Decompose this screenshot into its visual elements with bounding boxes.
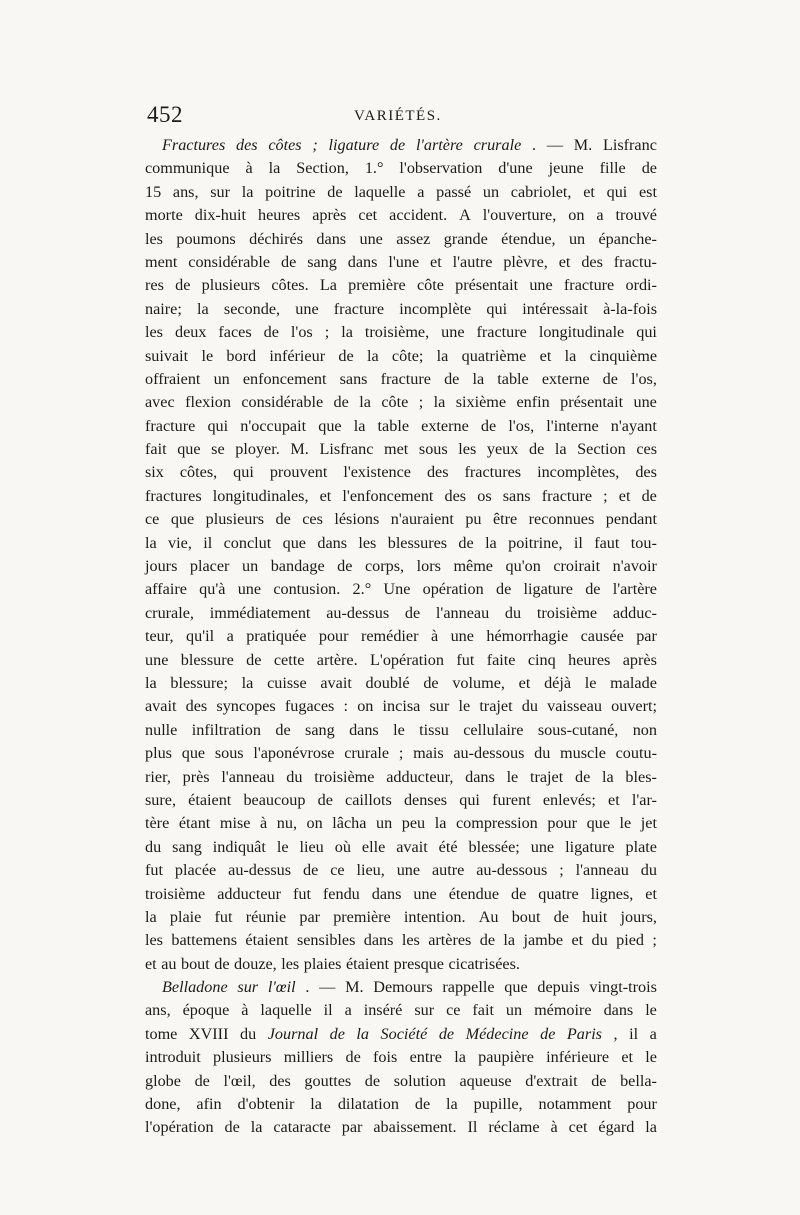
- text-line: nulle infiltration de sang dans le tissu cellulaire sous-cutané, non: [145, 720, 657, 739]
- text-line: naire; la seconde, une fracture incomplète qui intéressait à-la-fois: [145, 299, 657, 318]
- text-line: Fractures des côtes ; ligature de l'artère crurale . — M. Lisfranc: [162, 136, 657, 154]
- text-line: plus que sous l'aponévrose crurale ; mais au-dessous du muscle coutu-: [145, 744, 657, 763]
- text-line: fracture qui n'occupait que la table externe de l'os, l'interne n'ayant: [145, 416, 657, 435]
- text-line: 15 ans, sur la poitrine de laquelle a passé un cabriolet, et qui est: [145, 182, 657, 201]
- text-line: la plaie fut réunie par première intention. Au bout de huit jours,: [145, 907, 657, 926]
- text-line: crurale, immédiatement au-dessus de l'anneau du troisième adduc-: [145, 603, 657, 622]
- text-line: et au bout de douze, les plaies étaient presque cicatrisées.: [145, 954, 520, 973]
- text-line: avait des syncopes fugaces : on incisa sur le trajet du vaisseau ouvert;: [145, 697, 657, 716]
- text-line: tome XVIII du Journal de la Société de Médecine de Paris , il a: [145, 1024, 657, 1043]
- text-line: fractures longitudinales, et l'enfoncement des os sans fracture ; et de: [145, 486, 657, 505]
- text-line: une blessure de cette artère. L'opération fut faite cinq heures après: [145, 650, 657, 669]
- text-line: done, afin d'obtenir la dilatation de la pupille, notamment pour: [145, 1095, 657, 1114]
- text-line: la blessure; la cuisse avait doublé de volume, et déjà le malade: [145, 673, 657, 692]
- page-number: 452: [147, 102, 183, 127]
- text-line: Belladone sur l'œil . — M. Demours rappelle que depuis vingt-trois: [162, 978, 657, 997]
- text-line: affaire qu'à une contusion. 2.° Une opération de ligature de l'artère: [145, 580, 657, 599]
- text-line: les poumons déchirés dans une assez grande étendue, un épanche-: [145, 229, 657, 248]
- text-line: sure, étaient beaucoup de caillots denses qui furent enlevés; et l'ar-: [145, 790, 657, 809]
- body-text: [145, 134, 657, 1140]
- text-line: tère étant mise à nu, on lâcha un peu la compression pour que le jet: [145, 814, 657, 833]
- text-line: res de plusieurs côtes. La première côte présentait une fracture ordi-: [145, 276, 657, 295]
- text-line: du sang indiquât le lieu où elle avait été blessée; une ligature plate: [145, 837, 657, 856]
- text-line: morte dix-huit heures après cet accident. A l'ouverture, on a trouvé: [145, 206, 657, 225]
- text-line: fut placée au-dessus de ce lieu, une autre au-dessous ; l'anneau du: [145, 861, 657, 880]
- text-line: six côtes, qui prouvent l'existence des fractures incomplètes, des: [145, 463, 657, 482]
- text-line: introduit plusieurs milliers de fois entre la paupière inférieure et le: [145, 1048, 657, 1067]
- text-line: l'opération de la cataracte par abaissement. Il réclame à cet égard la: [145, 1118, 657, 1137]
- text-line: ans, époque à laquelle il a inséré sur ce fait un mémoire dans le: [145, 1001, 657, 1020]
- text-line: communique à la Section, 1.° l'observation d'une jeune fille de: [145, 159, 657, 178]
- text-line: globe de l'œil, des gouttes de solution aqueuse d'extrait de bella-: [145, 1071, 657, 1090]
- running-head: VARIÉTÉS.: [354, 108, 442, 124]
- text-line: teur, qu'il a pratiquée pour remédier à une hémorrhagie causée par: [145, 627, 657, 646]
- text-line: les battemens étaient sensibles dans les artères de la jambe et du pied ;: [145, 931, 657, 950]
- text-line: avec flexion considérable de la côte ; la sixième enfin présentait une: [145, 393, 657, 412]
- text-line: suivait le bord inférieur de la côte; la quatrième et la cinquième: [145, 346, 657, 365]
- text-line: fait que se ployer. M. Lisfranc met sous les yeux de la Section ces: [145, 440, 657, 459]
- text-line: les deux faces de l'os ; la troisième, une fracture longitudinale qui: [145, 323, 657, 342]
- text-line: jours placer un bandage de corps, lors même qu'on croirait n'avoir: [145, 557, 657, 576]
- text-line: rier, près l'anneau du troisième adducteur, dans le trajet de la bles-: [145, 767, 657, 786]
- text-line: troisième adducteur fut fendu dans une étendue de quatre lignes, et: [145, 884, 657, 903]
- page-header: [147, 102, 667, 132]
- text-line: la vie, il conclut que dans les blessures de la poitrine, il faut tou-: [145, 533, 657, 552]
- text-line: offraient un enfoncement sans fracture de la table externe de l'os,: [145, 369, 657, 388]
- text-line: ce que plusieurs de ces lésions n'auraient pu être reconnues pendant: [145, 510, 657, 529]
- text-line: ment considérable de sang dans l'une et l'autre plèvre, et des fractu-: [145, 252, 657, 271]
